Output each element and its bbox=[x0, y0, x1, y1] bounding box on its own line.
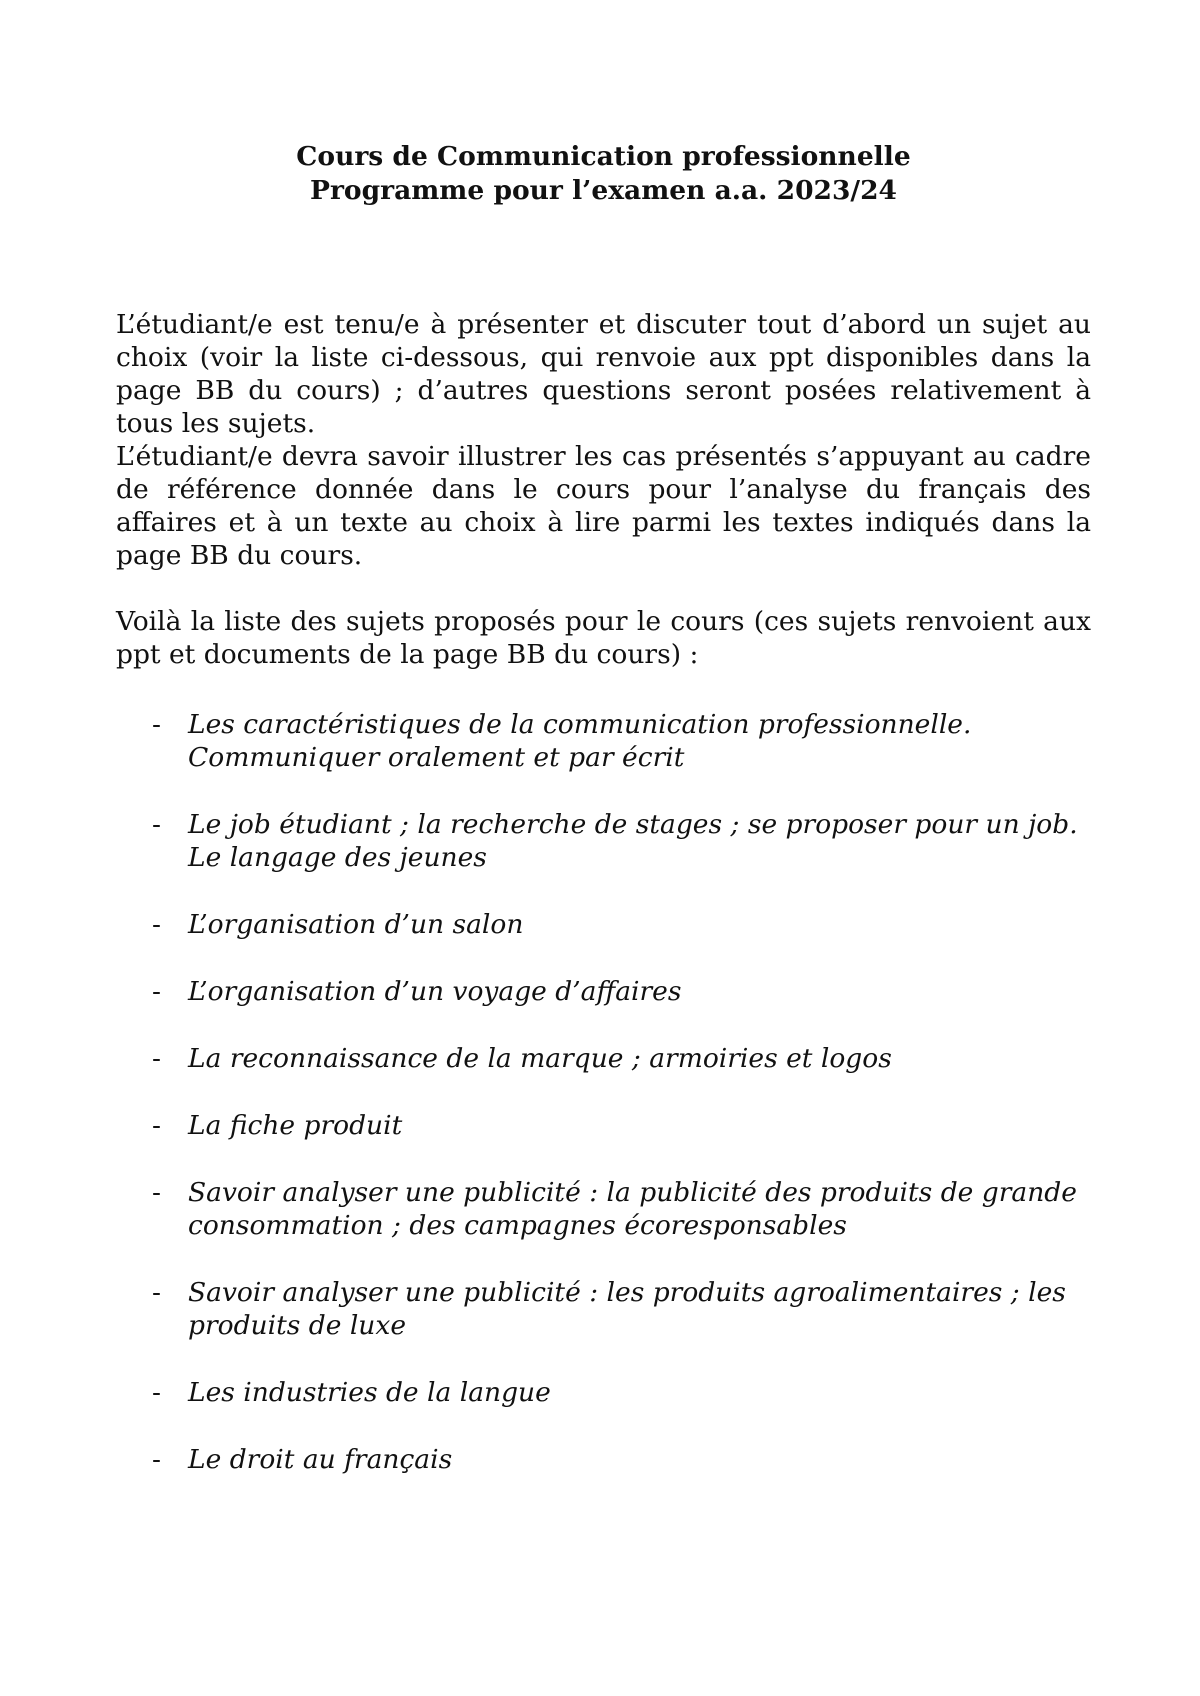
list-item bbox=[116, 1042, 1091, 1075]
bullet-dash: - bbox=[152, 1377, 161, 1408]
list-item bbox=[116, 908, 1091, 941]
topic-text: Savoir analyser une publicité : la publicité des produits de grande consommation ; des campagnes écoresponsables bbox=[188, 1177, 1077, 1241]
topic-text: Savoir analyser une publicité : les produits agroalimentaires ; les produits de luxe bbox=[188, 1277, 1066, 1341]
list-item bbox=[116, 1176, 1091, 1242]
list-item bbox=[116, 1443, 1091, 1476]
topic-list bbox=[116, 708, 1091, 1510]
bullet-dash: - bbox=[152, 1277, 161, 1308]
list-item bbox=[116, 1376, 1091, 1409]
title-course-name: Cours de Communication professionnelle bbox=[296, 141, 911, 172]
document-page bbox=[116, 0, 1091, 1696]
bullet-dash: - bbox=[152, 1177, 161, 1208]
topic-text: Le droit au français bbox=[188, 1444, 453, 1475]
bullet-dash: - bbox=[152, 809, 161, 840]
title-exam-program: Programme pour l’examen a.a. 2023/24 bbox=[310, 175, 897, 206]
intro-paragraph-topic-list: Voilà la liste des sujets proposés pour le cours (ces sujets renvoient aux ppt et documents de la page BB du cours) : bbox=[116, 606, 1091, 670]
intro-paragraph-analysis: L’étudiant/e devra savoir illustrer les cas présentés s’appuyant au cadre de référence donnée dans le cours pour l’analyse du français des affaires et à un texte au choix à lire parmi les textes indiqués dans la page BB du cours. bbox=[116, 441, 1091, 571]
bullet-dash: - bbox=[152, 1444, 161, 1475]
intro-section bbox=[116, 308, 1091, 671]
topic-text: L’organisation d’un voyage d’affaires bbox=[188, 976, 682, 1007]
topic-text: La reconnaissance de la marque ; armoiries et logos bbox=[188, 1043, 892, 1074]
list-item bbox=[116, 1109, 1091, 1142]
topic-text: Les industries de la langue bbox=[188, 1377, 551, 1408]
topic-text: L’organisation d’un salon bbox=[188, 909, 524, 940]
topic-text: Les caractéristiques de la communication professionnelle. Communiquer oralement et par écrit bbox=[188, 709, 972, 773]
list-item bbox=[116, 808, 1091, 874]
intro-paragraph-subject-choice: L’étudiant/e est tenu/e à présenter et discuter tout d’abord un sujet au choix (voir la liste ci-dessous, qui renvoie aux ppt disponibles dans la page BB du cours) ; d’autres questions seront posées relativement à tous les sujets. bbox=[116, 309, 1091, 439]
document-title bbox=[116, 140, 1091, 208]
bullet-dash: - bbox=[152, 976, 161, 1007]
bullet-dash: - bbox=[152, 1110, 161, 1141]
list-item bbox=[116, 708, 1091, 774]
topic-text: La fiche produit bbox=[188, 1110, 403, 1141]
bullet-dash: - bbox=[152, 909, 161, 940]
list-item bbox=[116, 1276, 1091, 1342]
bullet-dash: - bbox=[152, 709, 161, 740]
topic-text: Le job étudiant ; la recherche de stages ; se proposer pour un job. Le langage des jeunes bbox=[188, 809, 1078, 873]
bullet-dash: - bbox=[152, 1043, 161, 1074]
list-item bbox=[116, 975, 1091, 1008]
